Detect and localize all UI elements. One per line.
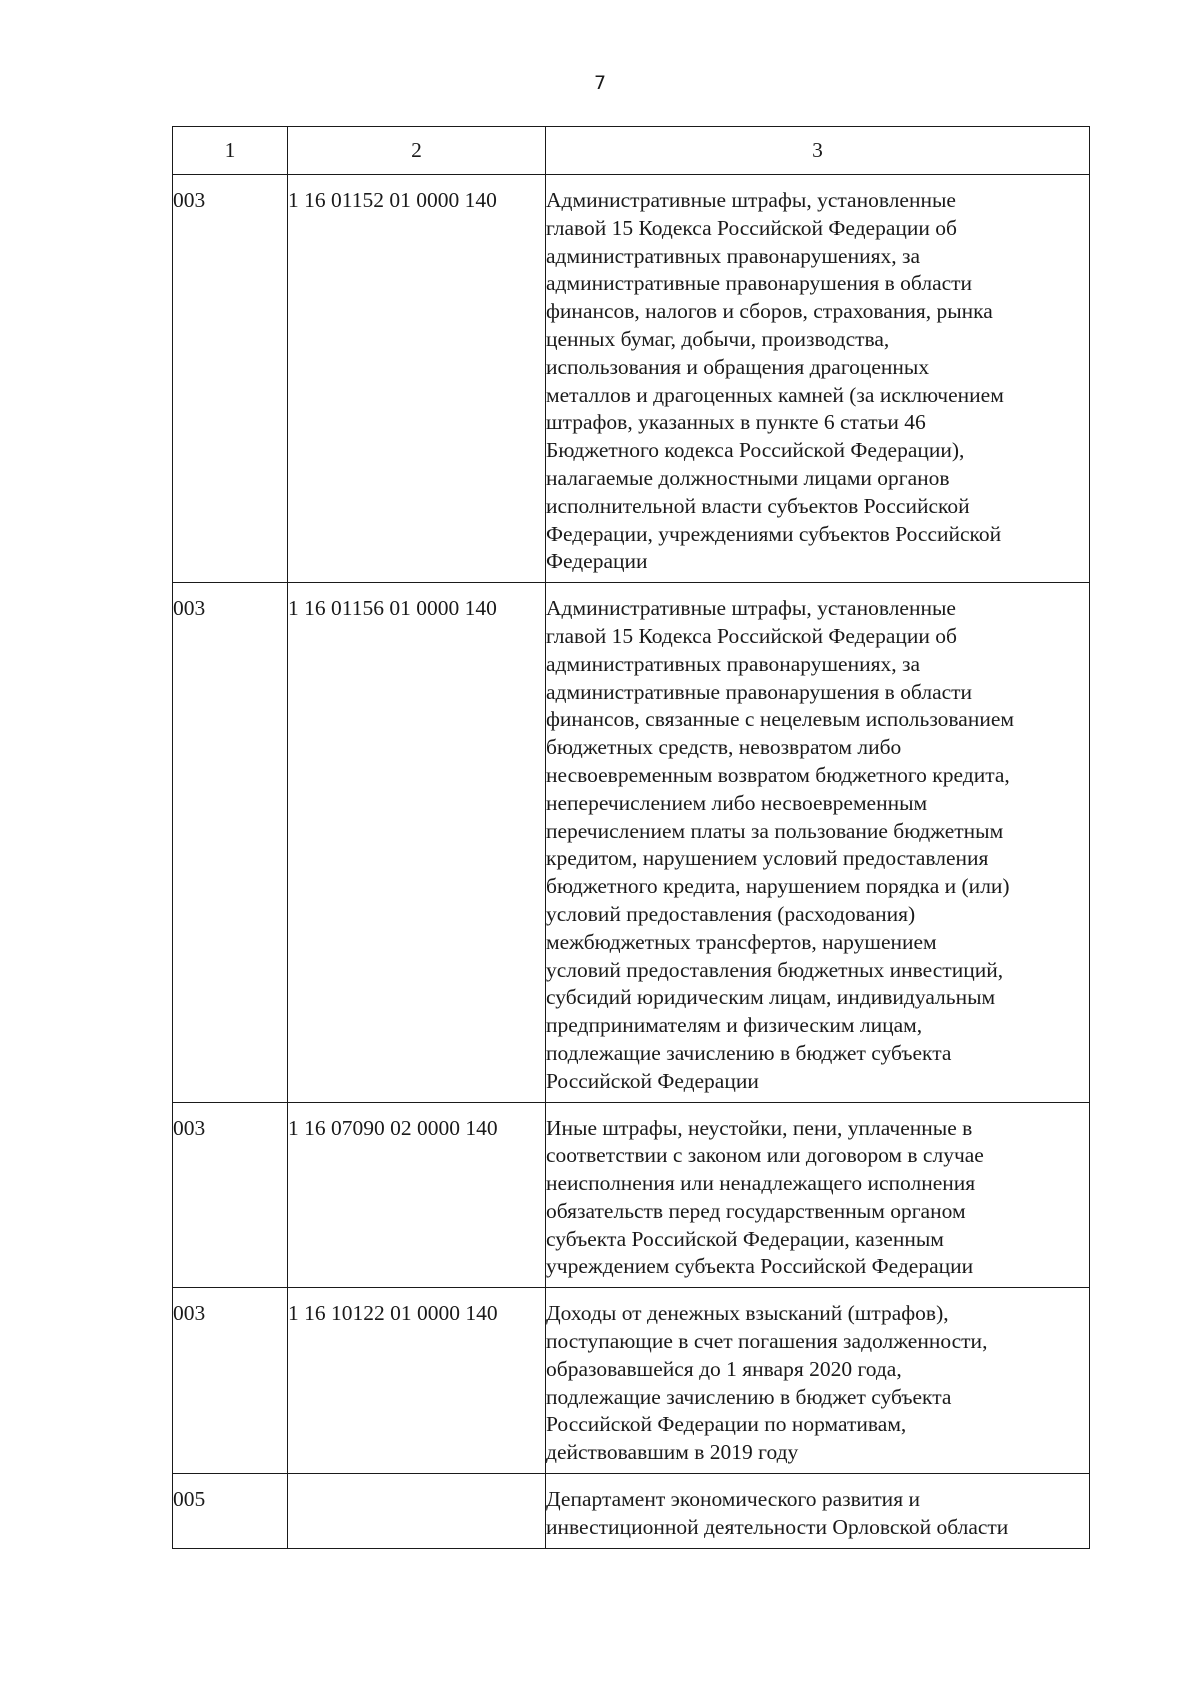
description-line: Доходы от денежных взысканий (штрафов), <box>546 1301 949 1326</box>
description-line: Административные штрафы, установленные <box>546 596 956 621</box>
description-line: Федерации <box>546 549 648 574</box>
description-line: кредитом, нарушением условий предоставления <box>546 846 989 871</box>
description-line: субъекта Российской Федерации, казенным <box>546 1226 944 1251</box>
description-line: исполнительной власти субъектов Российской <box>546 493 970 518</box>
description-line: предпринимателям и физическим лицам, <box>546 1013 923 1038</box>
description-line: Бюджетного кодекса Российской Федерации), <box>546 438 965 463</box>
description-line: административные правонарушения в области <box>546 271 973 296</box>
description-line: межбюджетных трансфертов, нарушением <box>546 929 937 954</box>
description-line: административные правонарушения в области <box>546 679 973 704</box>
admin-code-cell: 003 <box>173 1288 288 1474</box>
table-row <box>173 1102 1090 1288</box>
description-line: Федерации, учреждениями субъектов Российской <box>546 521 1002 546</box>
description-line: Российской Федерации по нормативам, <box>546 1412 907 1437</box>
table-row <box>173 175 1090 583</box>
description-line: финансов, связанные с нецелевым использованием <box>546 707 1015 732</box>
table-header-row <box>173 127 1090 175</box>
income-code-cell: 1 16 01152 01 0000 140 <box>288 175 546 583</box>
admin-code-cell: 003 <box>173 1102 288 1288</box>
description-line: главой 15 Кодекса Российской Федерации об <box>546 215 957 240</box>
admin-code-cell: 003 <box>173 583 288 1102</box>
description-line: бюджетных средств, невозвратом либо <box>546 735 902 760</box>
description-line: финансов, налогов и сборов, страхования, рынка <box>546 299 993 324</box>
description-line: административных правонарушениях, за <box>546 651 921 676</box>
description-line: использования и обращения драгоценных <box>546 354 930 379</box>
description-line: неперечислением либо несвоевременным <box>546 790 928 815</box>
description-cell <box>546 1102 1090 1288</box>
description-line: Административные штрафы, установленные <box>546 188 956 212</box>
description-line: подлежащие зачислению в бюджет субъекта <box>546 1384 952 1409</box>
table-body <box>173 175 1090 1549</box>
column-header-1: 1 <box>173 127 288 175</box>
income-code-cell <box>288 1474 546 1549</box>
income-code-cell: 1 16 01156 01 0000 140 <box>288 583 546 1102</box>
description-line: условий предоставления бюджетных инвестиций, <box>546 957 1004 982</box>
description-line: поступающие в счет погашения задолженности, <box>546 1329 988 1354</box>
description-cell <box>546 175 1090 583</box>
description-line: неисполнения или ненадлежащего исполнения <box>546 1171 976 1196</box>
description-line: бюджетного кредита, нарушением порядка и (или) <box>546 874 1010 899</box>
description-line: главой 15 Кодекса Российской Федерации об <box>546 623 957 648</box>
description-line: Иные штрафы, неустойки, пени, уплаченные в <box>546 1115 973 1140</box>
description-cell <box>546 1288 1090 1474</box>
description-line: Российской Федерации <box>546 1068 759 1093</box>
income-code-cell: 1 16 07090 02 0000 140 <box>288 1102 546 1288</box>
admin-code-cell: 003 <box>173 175 288 583</box>
description-cell <box>546 583 1090 1102</box>
description-line: ценных бумаг, добычи, производства, <box>546 326 890 351</box>
description-line: обязательств перед государственным органом <box>546 1198 966 1223</box>
income-code-cell: 1 16 10122 01 0000 140 <box>288 1288 546 1474</box>
description-line: субсидий юридическим лицам, индивидуальным <box>546 985 996 1010</box>
description-line: административных правонарушениях, за <box>546 243 921 268</box>
description-line: штрафов, указанных в пункте 6 статьи 46 <box>546 410 926 435</box>
description-line: Департамент экономического развития и <box>546 1487 920 1512</box>
page-number: 7 <box>593 72 607 94</box>
description-line: перечислением платы за пользование бюджетным <box>546 818 1004 843</box>
admin-code-cell: 005 <box>173 1474 288 1549</box>
description-line: подлежащие зачислению в бюджет субъекта <box>546 1040 952 1065</box>
table-row <box>173 1474 1090 1549</box>
table-row <box>173 583 1090 1102</box>
description-line: налагаемые должностными лицами органов <box>546 465 950 490</box>
description-line: действовавшим в 2019 году <box>546 1440 799 1465</box>
description-cell <box>546 1474 1090 1549</box>
column-header-3: 3 <box>546 127 1090 175</box>
description-line: инвестиционной деятельности Орловской области <box>546 1514 1009 1539</box>
description-line: образовавшейся до 1 января 2020 года, <box>546 1356 902 1381</box>
description-line: учреждением субъекта Российской Федерации <box>546 1254 974 1279</box>
income-codes-table <box>172 126 1090 1549</box>
description-line: металлов и драгоценных камней (за исключением <box>546 382 1004 407</box>
table-row <box>173 1288 1090 1474</box>
description-line: условий предоставления (расходования) <box>546 901 916 926</box>
description-line: соответствии с законом или договором в случае <box>546 1143 984 1168</box>
description-line: несвоевременным возвратом бюджетного кредита, <box>546 762 1010 787</box>
column-header-2: 2 <box>288 127 546 175</box>
